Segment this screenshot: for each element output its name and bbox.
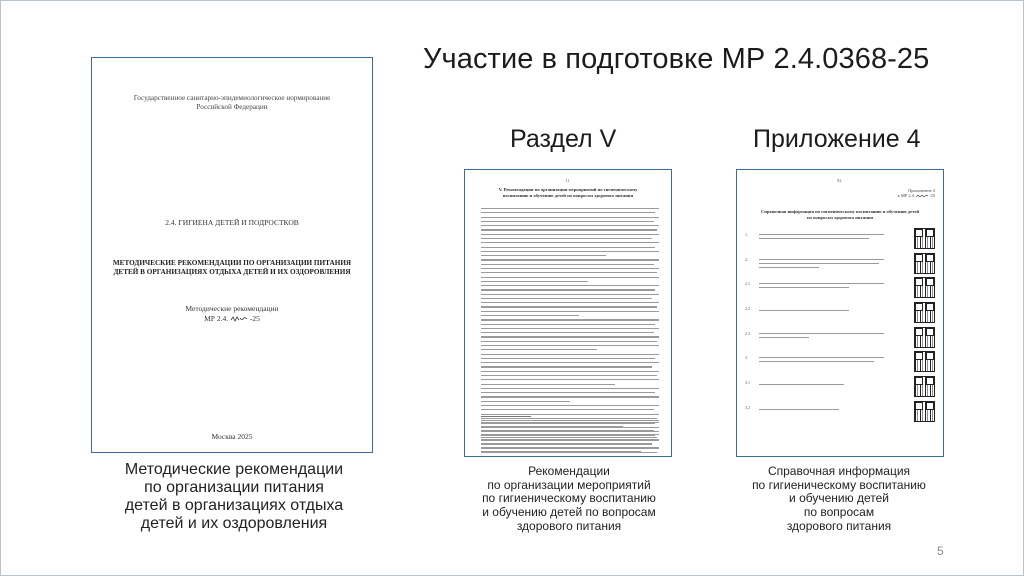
caption-line: детей в организациях отдыха <box>124 496 344 514</box>
appendix-title-line: Справочная информация по гигиеническому воспитанию и обучению детей <box>760 209 920 214</box>
row-number: 1. <box>745 232 748 237</box>
caption-appendix-4 <box>731 465 947 533</box>
caption-line: Рекомендации <box>528 464 610 478</box>
appendix-label-line <box>898 193 935 198</box>
resource-row <box>745 277 935 303</box>
footnote-divider <box>481 416 531 417</box>
appendix-label-suffix: -25 <box>929 193 935 199</box>
cover-header <box>92 94 372 112</box>
appendix-label-line: Приложение 4 <box>908 188 935 193</box>
caption-line: Справочная информация <box>767 464 911 478</box>
handwritten-number-scribble <box>230 316 248 322</box>
caption-line: по гигиеническому воспитанию <box>752 477 926 492</box>
section-v-heading: Раздел V <box>510 125 617 153</box>
caption-line: по организации питания <box>144 478 324 496</box>
qr-code-icon <box>914 401 935 422</box>
slide-title: Участие в подготовке МР 2.4.0368-25 <box>423 43 930 75</box>
appendix-title <box>745 209 935 220</box>
resource-row <box>745 327 935 353</box>
row-number: 2. <box>745 257 748 262</box>
section-v-title-line: V. Рекомендации по организации мероприятий по гигиеническому <box>498 187 638 192</box>
resource-row <box>745 401 935 427</box>
resource-row <box>745 302 935 328</box>
section-v-title <box>475 187 661 198</box>
cover-header-line: Российской Федерации <box>196 103 268 111</box>
caption-line: здорового питания <box>516 518 622 533</box>
caption-line: по вопросам <box>803 505 875 520</box>
appendix-label-prefix: к МР 2.4. <box>897 193 915 199</box>
slide-page-number: 5 <box>937 544 944 558</box>
qr-code-icon <box>914 228 935 249</box>
caption-line: по организации мероприятий <box>487 477 651 492</box>
cover-doc-number <box>92 314 372 324</box>
caption-line: детей и их оздоровления <box>140 514 328 532</box>
qr-code-icon <box>914 351 935 372</box>
row-number: 2.3 <box>745 331 750 336</box>
qr-code-icon <box>914 253 935 274</box>
cover-city-year: Москва 2025 <box>211 432 253 441</box>
document-section-v-thumbnail <box>464 169 672 457</box>
row-number: 3. <box>745 355 748 360</box>
appendix-title-line: по вопросам здорового питания <box>807 214 873 220</box>
row-number: 3.2 <box>745 405 750 410</box>
caption-line: здорового питания <box>786 518 892 533</box>
resource-row <box>745 351 935 377</box>
page-number: 11 <box>565 178 570 183</box>
qr-code-icon <box>914 376 935 397</box>
handwritten-number-scribble <box>916 194 928 198</box>
qr-code-icon <box>914 302 935 323</box>
caption-line: и обучению детей по вопросам <box>482 505 656 520</box>
row-number: 2.2 <box>745 306 750 311</box>
qr-code-icon <box>914 327 935 348</box>
cover-header-line: Государственное санитарно-эпидемиологическое нормирование <box>133 94 331 102</box>
caption-line: и обучению детей <box>789 491 889 506</box>
row-number: 3.1 <box>745 380 750 385</box>
cover-main-title <box>102 259 362 277</box>
qr-code-icon <box>914 277 935 298</box>
section-v-title-line: воспитанию и обучению детей по вопросам здорового питания <box>502 192 634 198</box>
resource-row <box>745 228 935 254</box>
resource-row <box>745 376 935 402</box>
cover-doc-type-line: Методические рекомендации <box>185 304 279 313</box>
document-cover-thumbnail <box>91 57 373 453</box>
footnote-lines <box>481 420 659 454</box>
cover-main-title-line: МЕТОДИЧЕСКИЕ РЕКОМЕНДАЦИИ ПО ОРГАНИЗАЦИИ ПИТАНИЯ <box>112 259 352 267</box>
caption-line: по гигиеническому воспитанию <box>482 491 656 506</box>
caption-section-v <box>461 465 677 533</box>
resource-row <box>745 253 935 279</box>
caption-cover <box>91 461 377 533</box>
cover-section: 2.4. ГИГИЕНА ДЕТЕЙ И ПОДРОСТКОВ <box>165 218 299 227</box>
cover-doc-number-prefix: МР 2.4. <box>204 313 229 323</box>
page-number: 92 <box>837 178 842 183</box>
row-number: 2.1 <box>745 281 750 286</box>
caption-line: Методические рекомендации <box>124 461 344 478</box>
appendix-label <box>898 188 935 199</box>
cover-main-title-line: ДЕТЕЙ В ОРГАНИЗАЦИЯХ ОТДЫХА ДЕТЕЙ И ИХ ОЗДОРОВЛЕНИЯ <box>113 268 351 276</box>
appendix-4-heading: Приложение 4 <box>753 125 921 153</box>
document-appendix-4-thumbnail <box>736 169 944 457</box>
cover-doc-type <box>92 304 372 324</box>
cover-doc-number-suffix: -25 <box>249 313 260 323</box>
